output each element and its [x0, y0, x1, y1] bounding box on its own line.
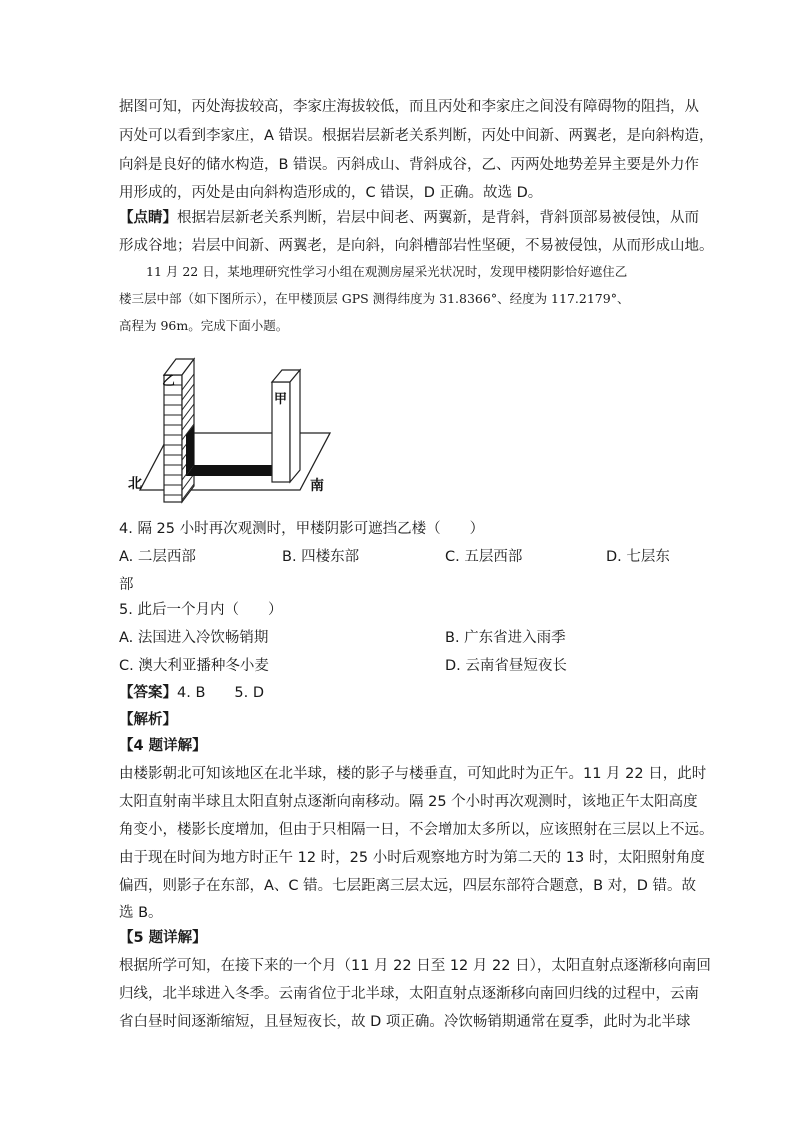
- q4-option-b: B. 四楼东部: [282, 549, 360, 565]
- q4-option-d: D. 七层东: [606, 549, 670, 565]
- answer-label: 【答案】: [119, 685, 177, 701]
- shadow-ground: [186, 465, 278, 476]
- label-south: 南: [310, 478, 324, 494]
- label-jia: 甲: [274, 392, 288, 407]
- detail4-label: 【4 题详解】: [119, 738, 207, 754]
- q4-option-a: A. 二层西部: [119, 549, 196, 565]
- detail4-line-4: 由于现在时间为地方时正午 12 时，25 小时后观察地方时为第二天的 13 时，太阳照射角度: [119, 850, 705, 866]
- q4-option-c: C. 五层西部: [445, 549, 523, 565]
- dianjing-text-1: 根据岩层新老关系判断，岩层中间老、两翼新，是背斜，背斜顶部易被侵蚀，从而: [177, 210, 699, 226]
- intro-line-3: 高程为 96m。完成下面小题。: [119, 318, 289, 333]
- label-north: 北: [128, 476, 142, 492]
- dianjing-line-1: [119, 206, 699, 227]
- detail4-line-5: 偏西，则影子在东部，A、C 错。七层距离三层太远，四层东部符合题意，B 对，D 错。故: [119, 878, 696, 894]
- q5-stem: 5. 此后一个月内（ ）: [119, 602, 283, 618]
- detail5-label: 【5 题详解】: [119, 930, 207, 946]
- building-shadow-figure: [122, 345, 342, 505]
- q5-option-c: C. 澳大利亚播种冬小麦: [119, 658, 269, 674]
- detail5-line-2: 归线，北半球进入冬季。云南省位于北半球，太阳直射点逐渐移向南回归线的过程中，云南: [119, 986, 699, 1002]
- p1-line-4: 用形成的，丙处是由向斜构造形成的，C 错误，D 正确。故选 D。: [119, 185, 543, 201]
- q4-stem: 4. 隔 25 小时再次观测时，甲楼阴影可遮挡乙楼（ ）: [119, 521, 485, 537]
- detail4-line-6: 选 B。: [119, 905, 163, 921]
- dianjing-label: 【点睛】: [119, 210, 177, 226]
- p1-line-2: 丙处可以看到李家庄，A 错误。根据岩层新老关系判断，丙处中间新、两翼老，是向斜构造，: [119, 128, 714, 144]
- label-yi: 乙: [162, 374, 176, 389]
- detail4-line-1: 由楼影朝北可知该地区在北半球，楼的影子与楼垂直，可知此时为正午。11 月 22 日，此时: [119, 766, 707, 782]
- intro-line-1: 11 月 22 日，某地理研究性学习小组在观测房屋采光状况时，发现甲楼阴影恰好遮住乙: [146, 264, 628, 279]
- q4-option-d-wrap: 部: [119, 577, 134, 593]
- q5-option-d: D. 云南省昼短夜长: [445, 658, 567, 674]
- q5-option-b: B. 广东省进入雨季: [445, 630, 566, 646]
- detail5-line-1: 根据所学可知，在接下来的一个月（11 月 22 日至 12 月 22 日），太阳直射点逐渐移向南回: [119, 958, 711, 974]
- analysis-label: 【解析】: [119, 712, 177, 728]
- detail5-line-3: 省白昼时间逐渐缩短，且昼短夜长，故 D 项正确。冷饮畅销期通常在夏季，此时为北半球: [119, 1014, 691, 1030]
- building-jia: [272, 370, 300, 482]
- detail4-line-3: 角变小，楼影长度增加，但由于只相隔一日，不会增加太多所以，应该照射在三层以上不远。: [119, 822, 714, 838]
- detail4-line-2: 太阳直射南半球且太阳直射点逐渐向南移动。隔 25 个小时再次观测时，该地正午太阳高度: [119, 794, 698, 810]
- answer-line: [119, 681, 264, 702]
- intro-line-2: 楼三层中部（如下图所示），在甲楼顶层 GPS 测得纬度为 31.8366°、经度为 117.2179°、: [119, 291, 630, 306]
- dianjing-line-2: 形成谷地；岩层中间新、两翼老，是向斜，向斜槽部岩性坚硬，不易被侵蚀，从而形成山地。: [119, 238, 714, 254]
- p1-line-1: 据图可知，丙处海拔较高，李家庄海拔较低，而且丙处和李家庄之间没有障碍物的阻挡，从: [119, 99, 699, 115]
- answer-text: 4. B 5. D: [177, 685, 264, 701]
- q5-option-a: A. 法国进入冷饮畅销期: [119, 630, 269, 646]
- p1-line-3: 向斜是良好的储水构造，B 错误。丙斜成山、背斜成谷，乙、丙两处地势差异主要是外力作: [119, 157, 700, 173]
